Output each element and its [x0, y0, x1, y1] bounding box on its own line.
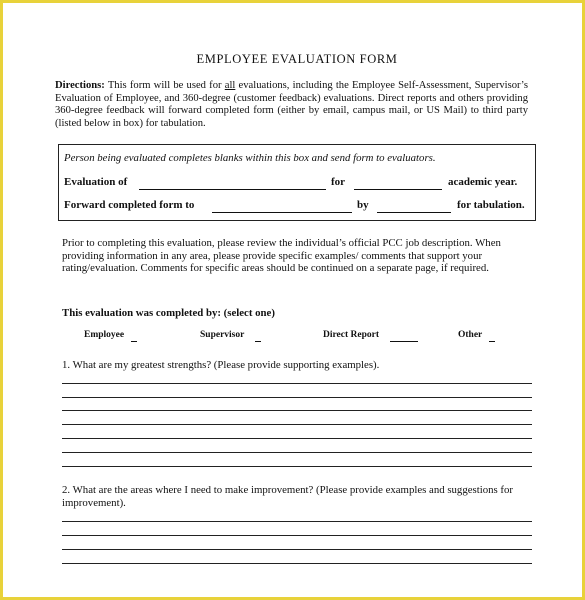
evaluation-of-label: Evaluation of	[64, 176, 128, 188]
answer-line[interactable]	[62, 410, 532, 411]
by-label: by	[357, 199, 369, 211]
directions-paragraph	[55, 80, 528, 130]
direct-report-select-line[interactable]	[390, 341, 418, 342]
completed-by-heading: This evaluation was completed by: (select one)	[62, 307, 275, 319]
forward-to-field[interactable]	[212, 212, 352, 213]
answer-line[interactable]	[62, 424, 532, 425]
directions-text-end: evaluations, including the Employee Self-Assessment, Supervisor’s Evaluation of Employee, and 360-degree (customer feedback) evaluations. Direct reports and others providing 360-degree feedback will forward completed form (either by email, campus mail, or US Mail) to third party (listed below in box) for tabulation.	[55, 80, 528, 129]
answer-line[interactable]	[62, 383, 532, 384]
answer-line[interactable]	[62, 521, 532, 522]
form-title: EMPLOYEE EVALUATION FORM	[196, 52, 398, 66]
answer-line[interactable]	[62, 438, 532, 439]
question-2: 2. What are the areas where I need to make improvement? (Please provide examples and suggestions for improvement).	[62, 484, 514, 509]
answer-line[interactable]	[62, 535, 532, 536]
directions-label: Directions:	[55, 80, 105, 91]
option-employee[interactable]: Employee	[84, 330, 125, 340]
answer-line[interactable]	[62, 563, 532, 564]
box-instruction: Person being evaluated completes blanks within this box and send form to evaluators.	[64, 152, 436, 164]
academic-year-label: academic year.	[448, 176, 518, 188]
prior-instructions: Prior to completing this evaluation, please review the individual’s official PCC job description. When providing information in any area, please provide specific examples/ comments that support your rating/evaluation. Comments for specific areas should be continued on a separate page, if required.	[62, 237, 501, 275]
forward-to-label: Forward completed form to	[64, 199, 195, 211]
answer-line[interactable]	[62, 549, 532, 550]
option-supervisor[interactable]: Supervisor	[200, 330, 245, 340]
for-tabulation-label: for tabulation.	[457, 199, 525, 211]
other-select-line[interactable]	[489, 341, 495, 342]
evaluation-of-name-field[interactable]	[139, 189, 326, 190]
option-direct-report[interactable]: Direct Report	[323, 330, 380, 340]
answer-line[interactable]	[62, 452, 532, 453]
academic-year-field[interactable]	[354, 189, 442, 190]
supervisor-select-line[interactable]	[255, 341, 261, 342]
directions-text-start: This form will be used for	[104, 80, 225, 91]
option-other[interactable]: Other	[458, 330, 483, 340]
for-label: for	[331, 176, 346, 188]
answer-line[interactable]	[62, 466, 532, 467]
by-date-field[interactable]	[377, 212, 451, 213]
evaluation-info-box	[58, 144, 536, 221]
directions-underlined-word: all	[224, 80, 236, 91]
question-1: 1. What are my greatest strengths? (Please provide supporting examples).	[62, 359, 380, 371]
answer-line[interactable]	[62, 397, 532, 398]
employee-select-line[interactable]	[131, 341, 137, 342]
